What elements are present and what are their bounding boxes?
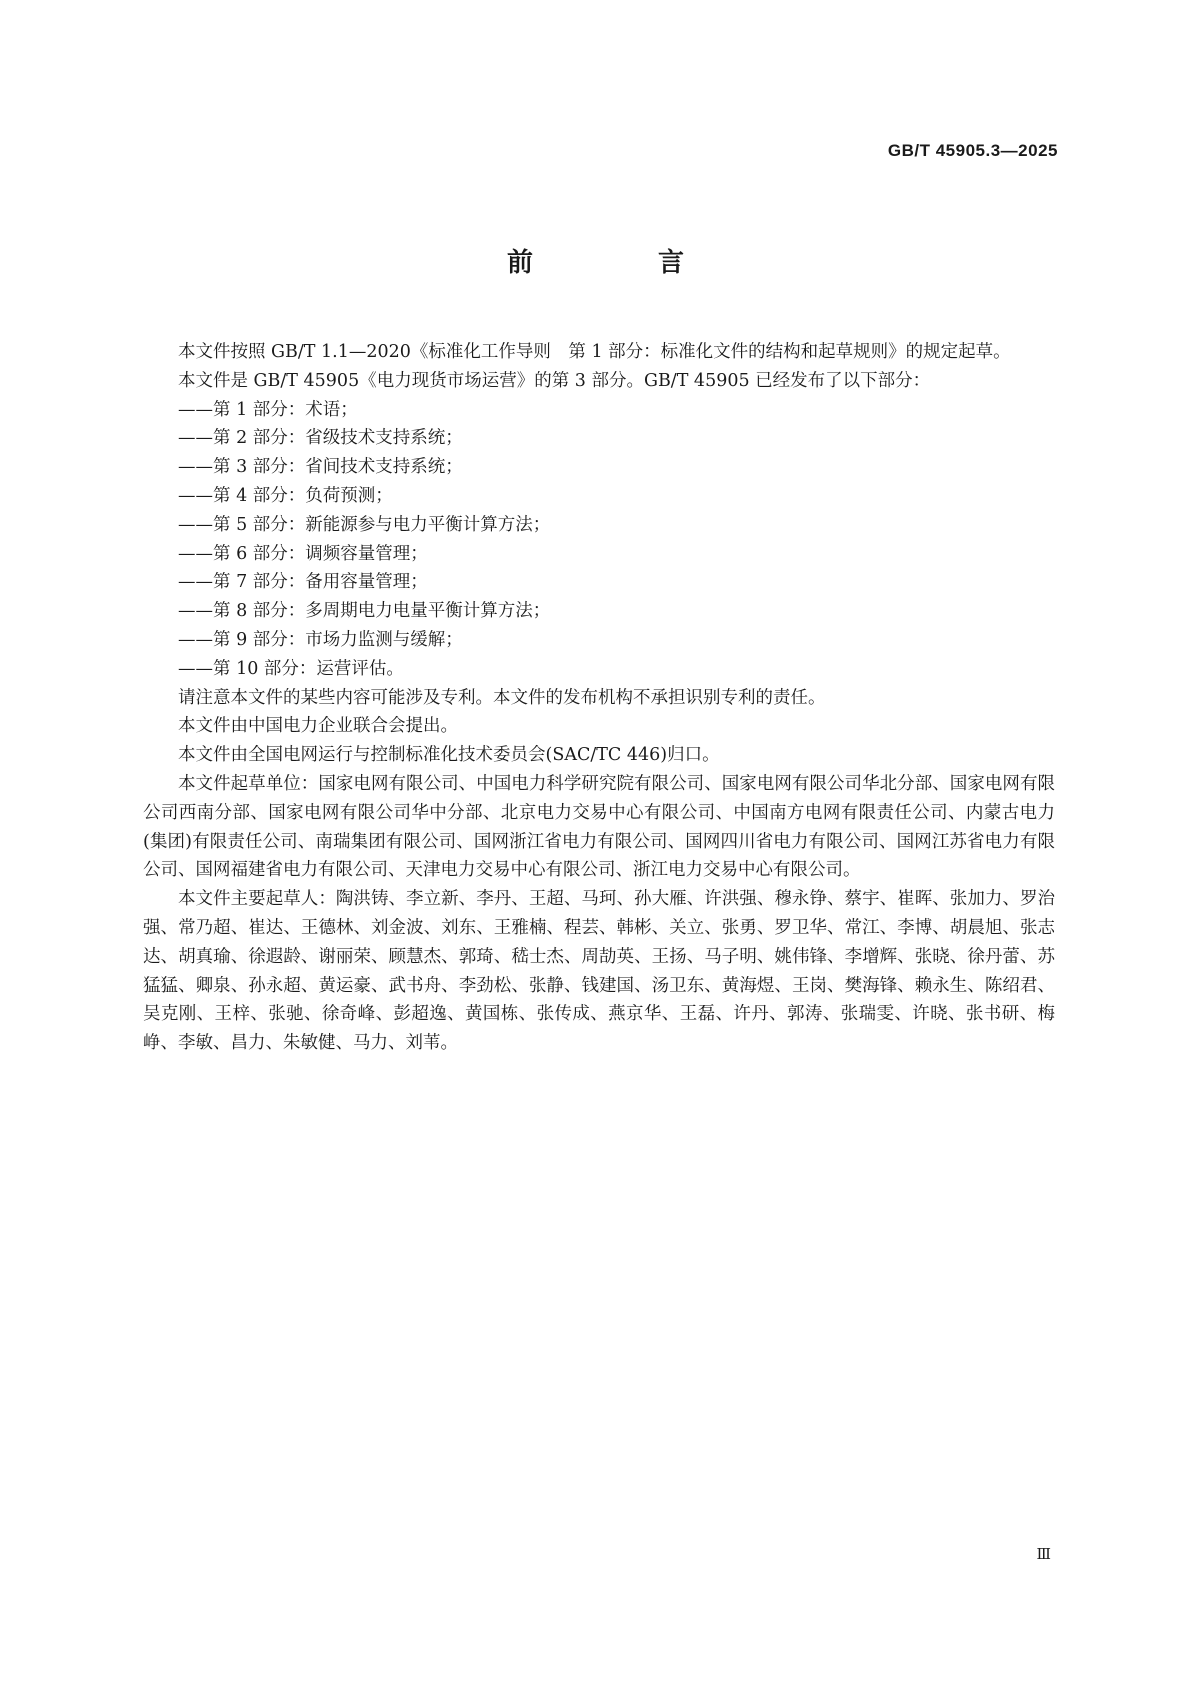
list-item-part-6: ——第 6 部分：调频容量管理； xyxy=(178,543,428,564)
drafting-rules-paragraph: 本文件按照 GB/T 1.1—2020《标准化工作导则 第 1 部分：标准化文件的结构和起草规则》的规定起草。 xyxy=(178,342,1011,362)
list-item-part-8: ——第 8 部分：多周期电力电量平衡计算方法； xyxy=(178,601,551,622)
drafting-units-paragraph: 本文件起草单位：国家电网有限公司、中国电力科学研究院有限公司、国家电网有限公司华北分部、国家电网有限公司西南分部、国家电网有限公司华中分部、北京电力交易中心有限公司、中国南方电网有限责任公司、内蒙古电力(集团)有限责任公司、南瑞集团有限公司、国网浙江省电力有限公司、国网四川省电力有限公司、国网江苏省电力有限公司、国网福建省电力有限公司、天津电力交易中心有限公司、浙江电力交易中心有限公司。 xyxy=(143,773,1055,881)
page-number: Ⅲ xyxy=(1036,1545,1051,1563)
list-item-part-2: ——第 2 部分：省级技术支持系统； xyxy=(178,428,463,449)
page-title: 前 言 xyxy=(506,248,743,278)
list-item-part-10: ——第 10 部分：运营评估。 xyxy=(178,658,404,679)
list-item-part-7: ——第 7 部分：备用容量管理； xyxy=(178,572,428,593)
list-item-part-5: ——第 5 部分：新能源参与电力平衡计算方法； xyxy=(178,514,551,535)
centralized-by-paragraph: 本文件由全国电网运行与控制标准化技术委员会(SAC/TC 446)归口。 xyxy=(178,745,720,766)
part-intro-paragraph: 本文件是 GB/T 45905《电力现货市场运营》的第 3 部分。GB/T 45905 已经发布了以下部分： xyxy=(178,370,931,391)
proposed-by-paragraph: 本文件由中国电力企业联合会提出。 xyxy=(178,716,458,737)
list-item-part-4: ——第 4 部分：负荷预测； xyxy=(178,485,393,506)
list-item-part-1: ——第 1 部分：术语； xyxy=(178,399,358,420)
main-drafters-paragraph: 本文件主要起草人：陶洪铸、李立新、李丹、王超、马珂、孙大雁、许洪强、穆永铮、蔡宇、崔晖、张加力、罗治强、常乃超、崔达、王德林、刘金波、刘东、王雅楠、程芸、韩彬、关立、张勇、罗卫华、常江、李博、胡晨旭、张志达、胡真瑜、徐遐龄、谢丽荣、顾慧杰、郭琦、嵇士杰、周劼英、王扬、马子明、姚伟锋、李增辉、张晓、徐丹蕾、苏猛猛、卿泉、孙永超、黄运豪、武书舟、李劲松、张静、钱建国、汤卫东、黄海煜、王岗、樊海锋、赖永生、陈绍君、吴克刚、王梓、张驰、徐奇峰、彭超逸、黄国栋、张传成、燕京华、王磊、许丹、郭涛、张瑞雯、许晓、张书研、梅峥、李敏、昌力、朱敏健、马力、刘苇。 xyxy=(143,889,1055,1054)
foreword-body xyxy=(143,338,1055,1058)
list-item-part-3: ——第 3 部分：省间技术支持系统； xyxy=(178,457,463,478)
list-item-part-9: ——第 9 部分：市场力监测与缓解； xyxy=(178,629,463,650)
standard-number: GB/T 45905.3—2025 xyxy=(887,141,1058,160)
patent-notice-paragraph: 请注意本文件的某些内容可能涉及专利。本文件的发布机构不承担识别专利的责任。 xyxy=(178,687,826,708)
